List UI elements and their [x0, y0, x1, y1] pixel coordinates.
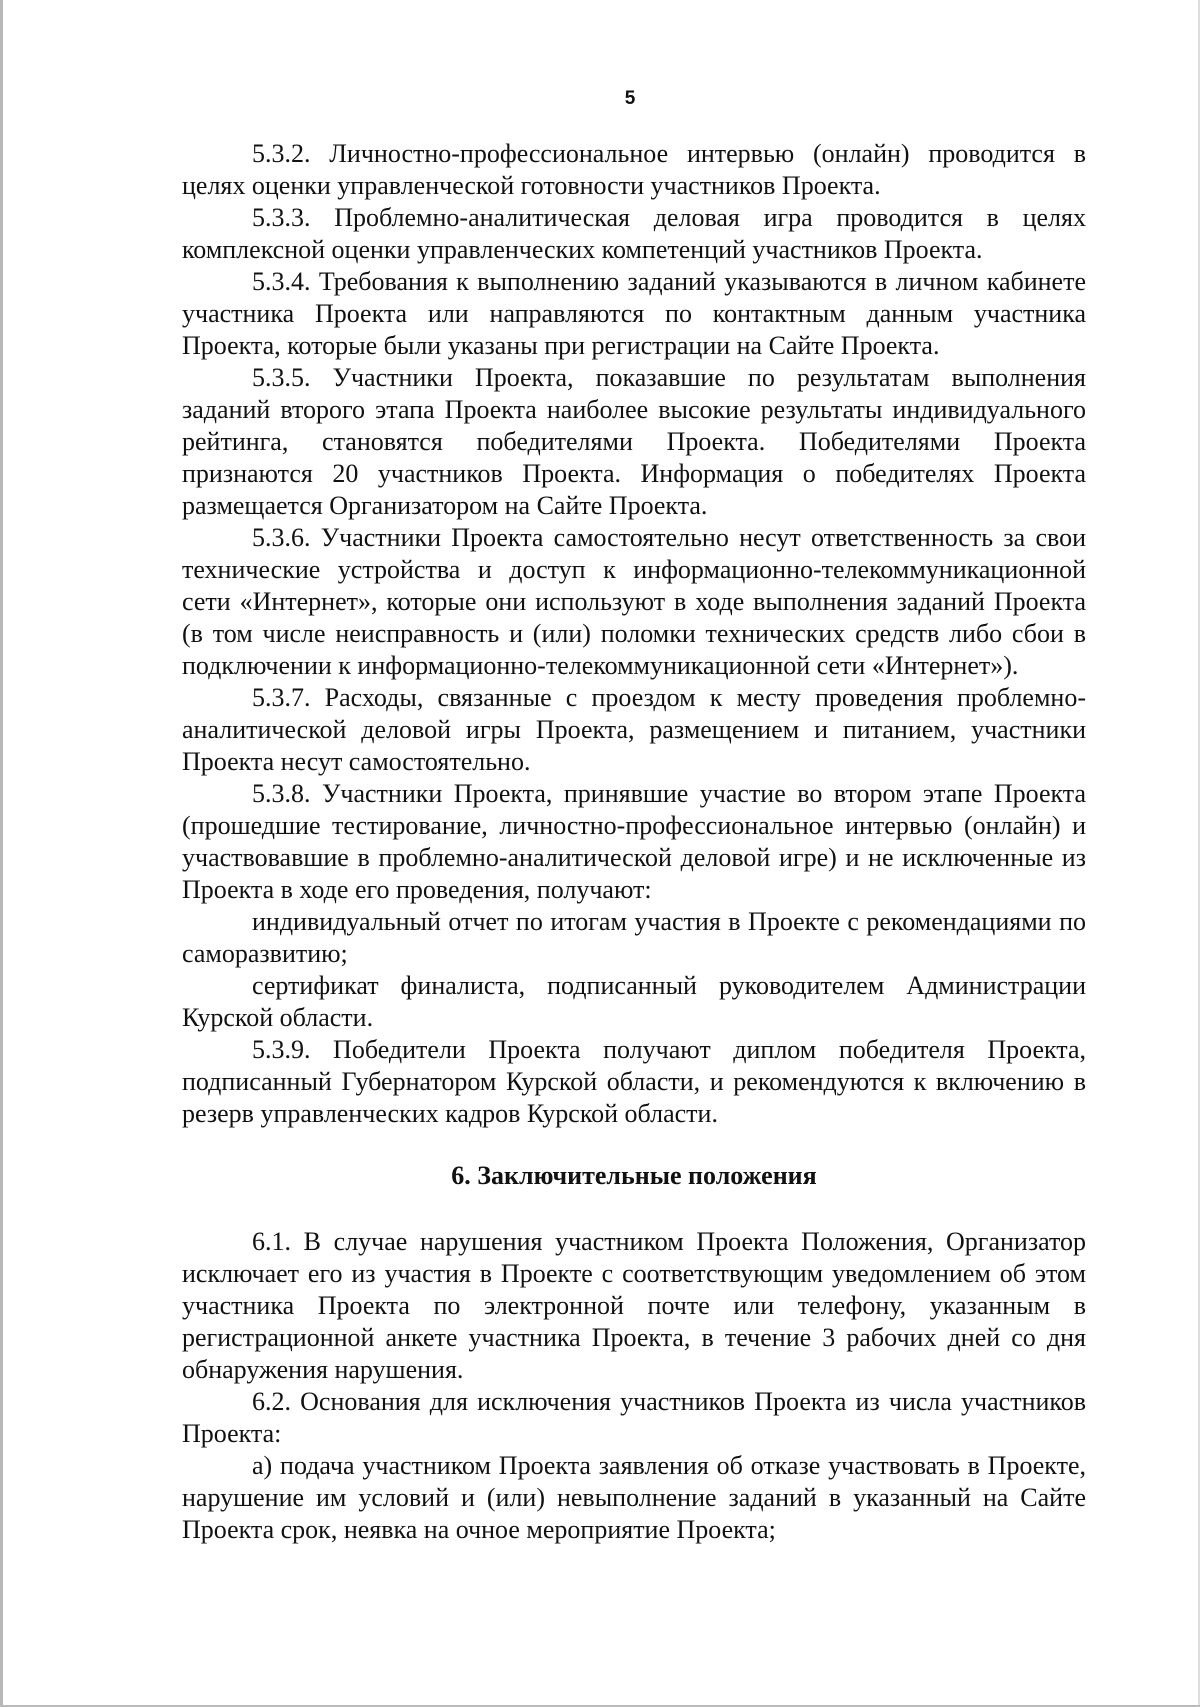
list-item-individual-report: индивидуальный отчет по итогам участия в Проекте с рекомендациями по саморазвитию;	[182, 907, 1086, 968]
paragraph-5-3-4: 5.3.4. Требования к выполнению заданий указываются в личном кабинете участника Проекта или направляются по контактным данным участника Проекта, которые были указаны при регистрации на Сайте Проекта.	[182, 267, 1086, 360]
document-body	[182, 138, 1086, 1546]
paragraph-5-3-6: 5.3.6. Участники Проекта самостоятельно несут ответственность за свои технические устройства и доступ к информационно-телекоммуникационной сети «Интернет», которые они используют в ходе выполнения заданий Проекта (в том числе неисправность и (или) поломки технических средств либо сбои в подключении к информационно-телекоммуникационной сети «Интернет»).	[182, 523, 1086, 680]
paragraph-6-2: 6.2. Основания для исключения участников Проекта из числа участников Проекта:	[182, 1387, 1086, 1448]
page-number: 5	[624, 88, 636, 109]
paragraph-6-1: 6.1. В случае нарушения участником Проекта Положения, Организатор исключает его из участия в Проекте с соответствующим уведомлением об этом участника Проекта по электронной почте или телефону, указанным в регистрационной анкете участника Проекта, в течение 3 рабочих дней со дня обнаружения нарушения.	[182, 1227, 1086, 1384]
paragraph-5-3-3: 5.3.3. Проблемно-аналитическая деловая игра проводится в целях комплексной оценки управленческих компетенций участников Проекта.	[182, 203, 1086, 264]
list-item-finalist-certificate: сертификат финалиста, подписанный руководителем Администрации Курской области.	[182, 971, 1086, 1032]
paragraph-5-3-2: 5.3.2. Личностно-профессиональное интервью (онлайн) проводится в целях оценки управленческой готовности участников Проекта.	[182, 139, 1086, 200]
paragraph-5-3-8: 5.3.8. Участники Проекта, принявшие участие во втором этапе Проекта (прошедшие тестирование, личностно-профессиональное интервью (онлайн) и участвовавшие в проблемно-аналитической деловой игре) и не исключенные из Проекта в ходе его проведения, получают:	[182, 779, 1086, 904]
paragraph-5-3-7: 5.3.7. Расходы, связанные с проездом к месту проведения проблемно-аналитической деловой игры Проекта, размещением и питанием, участники Проекта несут самостоятельно.	[182, 683, 1086, 776]
paragraph-5-3-5: 5.3.5. Участники Проекта, показавшие по результатам выполнения заданий второго этапа Проекта наиболее высокие результаты индивидуального рейтинга, становятся победителями Проекта. Победителями Проекта признаются 20 участников Проекта. Информация о победителях Проекта размещается Организатором на Сайте Проекта.	[182, 363, 1086, 520]
scan-left-edge	[0, 0, 3, 1707]
section-heading: 6. Заключительные положения	[451, 1161, 817, 1190]
list-item-a: а) подача участником Проекта заявления об отказе участвовать в Проекте, нарушение им условий и (или) невыполнение заданий в указанный на Сайте Проекта срок, неявка на очное мероприятие Проекта;	[182, 1451, 1086, 1544]
paragraph-5-3-9: 5.3.9. Победители Проекта получают диплом победителя Проекта, подписанный Губернатором Курской области, и рекомендуются к включению в резерв управленческих кадров Курской области.	[182, 1035, 1086, 1128]
